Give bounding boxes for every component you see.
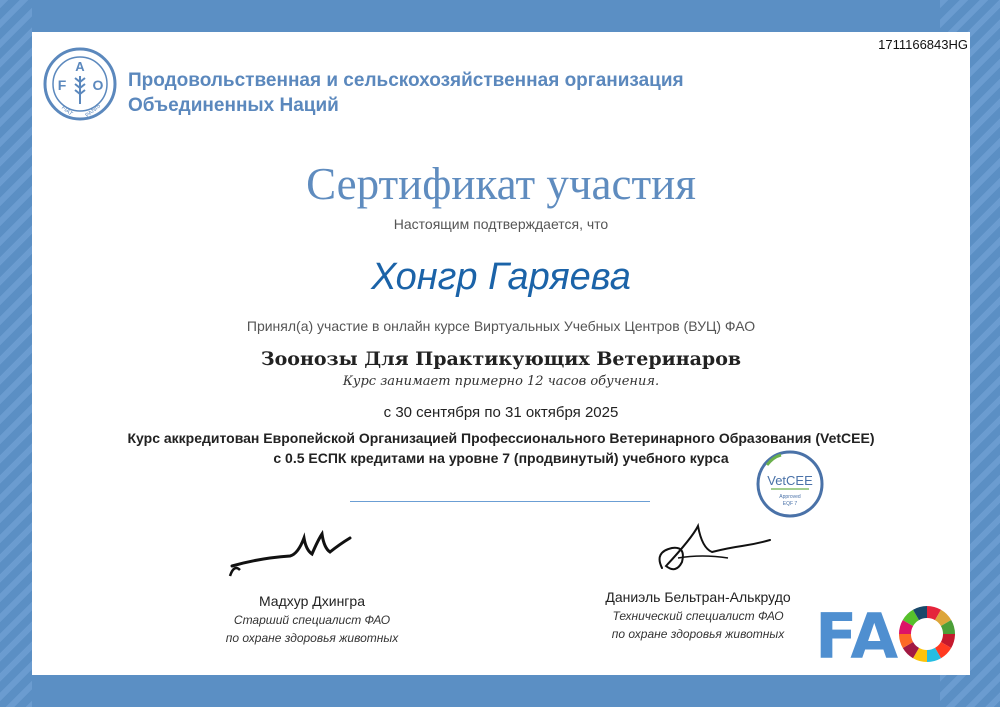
certificate-title: Сертификат участия — [306, 159, 696, 209]
course-duration: Курс занимает примерно 12 часов обучения. — [342, 374, 660, 389]
signer-name: Мадхур Дхингра — [258, 593, 365, 609]
confirm-text: Настоящим подтверждается, что — [393, 216, 609, 232]
accreditation-text — [32, 428, 970, 468]
signer-role-line1: Старший специалист ФАО — [233, 613, 391, 627]
participation-text: Принял(а) участие в онлайн курсе Виртуальных Учебных Центров (ВУЦ) ФАО — [246, 318, 756, 334]
signer-block-right — [548, 588, 848, 643]
accreditation-line2: с 0.5 ЕСПК кредитами на уровне 7 (продвинутый) учебного курса — [273, 450, 729, 466]
fao-wordmark-letters: FA — [815, 600, 899, 664]
signer-block-left — [162, 592, 462, 647]
vetcee-approved: Approved — [779, 494, 801, 500]
fao-logo-icon — [42, 46, 118, 122]
organization-name-line2: Объединенных Наций — [128, 95, 339, 116]
organization-name — [128, 68, 684, 118]
svg-text:A: A — [75, 59, 85, 74]
svg-text:F: F — [57, 77, 67, 93]
fao-wordmark-icon — [815, 600, 955, 664]
recipient-name: Хонгр Гаряева — [371, 256, 631, 298]
signer-role-line1: Технический специалист ФАО — [612, 609, 784, 623]
signer-name: Даниэль Бельтран-Алькрудо — [605, 589, 791, 605]
svg-text:O: O — [92, 77, 104, 93]
signature-left — [220, 514, 360, 584]
accreditation-line1: Курс аккредитован Европейской Организацией Профессионального Ветеринарного Образования (VetCEE) — [127, 430, 875, 446]
organization-name-line1: Продовольственная и сельскохозяйственная организация — [128, 70, 684, 91]
svg-text:FIAT: FIAT — [59, 104, 74, 118]
course-dates: с 30 сентября по 31 октября 2025 — [383, 404, 619, 421]
certificate-id: 1711166843HG — [878, 37, 968, 52]
vetcee-label: VetCEE — [767, 473, 813, 488]
signer-role-line2: по охране здоровья животных — [225, 631, 399, 645]
divider-line — [350, 501, 650, 502]
course-title: Зоонозы Для Практикующих Ветеринаров — [260, 348, 742, 370]
signature-right — [632, 518, 772, 580]
signer-role-line2: по охране здоровья животных — [611, 627, 785, 641]
vetcee-eqf: EQF 7 — [782, 501, 798, 507]
vetcee-badge-icon — [755, 449, 825, 519]
frame-pattern-left — [0, 0, 32, 707]
certificate-sheet — [32, 32, 970, 675]
svg-text:PANIS: PANIS — [84, 103, 103, 120]
